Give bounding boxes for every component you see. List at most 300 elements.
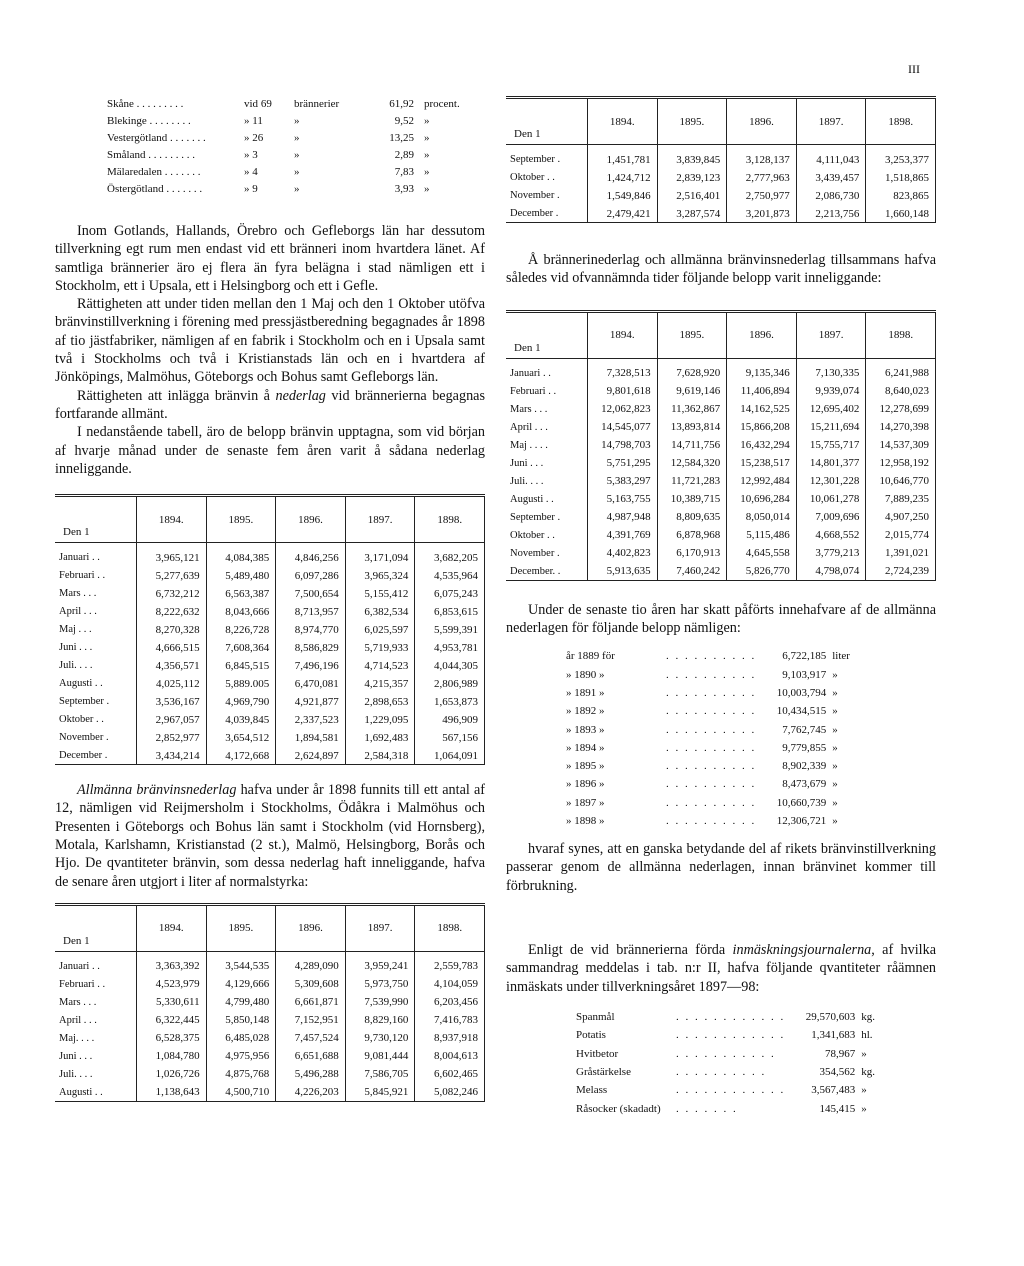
table-cell: 2,777,963 [727,168,797,186]
list-dots: . . . . . . . . . . [666,778,757,791]
list-label: » 1897 » [566,796,605,809]
table-row [506,454,936,472]
table-cell: 6,485,028 [206,1029,276,1047]
list-row [576,1045,901,1063]
paragraph-tabell-intro: I nedanstående tabell, äro de belopp bränvin upptagna, som vid början af hvarje månad under de senaste fem åren varit å sådana nederlag inneliggande. [55,424,485,477]
list-label: Hvitbetor [576,1047,619,1060]
table-cell: 4,645,558 [727,544,797,562]
list-unit: » [832,686,838,699]
table-cell: 5,309,608 [276,975,346,993]
table-cell: 12,992,484 [727,472,797,490]
table-cell: 2,086,730 [796,186,866,204]
list-dots: . . . . . . . . . . [666,668,757,681]
table-cell: 1,026,726 [137,1065,207,1083]
table-row [55,656,485,674]
list-value: 354,562 [819,1065,856,1078]
tax-list [566,647,872,830]
row-label: Februari . . [506,382,588,400]
table-row [55,975,485,993]
column-header-year: 1898. [866,311,936,358]
table-cell: 4,356,571 [137,656,207,674]
row-label: November . [55,728,137,746]
row-label: Februari . . [55,566,137,584]
table-row [55,746,485,765]
list-unit: » [832,815,838,827]
table-cell: 3,363,392 [137,951,207,975]
table-cell: 14,270,398 [866,418,936,436]
region-count-cell [244,183,292,198]
region-prefix: » [244,166,250,178]
header-row [55,904,485,951]
table-cell: 15,211,694 [796,418,866,436]
list-value: 10,660,739 [776,796,827,809]
table-cell: 6,025,597 [345,620,415,638]
list-label: Potatis [576,1029,606,1042]
table-row [55,620,485,638]
paragraph-hvaraf: hvaraf synes, att en ganska betydande del af rikets bränvinstillverkning passerar genom de allmänna nederlagen, innan bränvinet kommer till förbrukning. [506,841,936,894]
row-label: Juni . . . [506,454,588,472]
region-percent: 9,52 [394,115,414,127]
region-prefix: vid [244,98,259,110]
column-header-year: 1894. [588,98,658,145]
column-header-year: 1898. [866,98,936,145]
row-label: Mars . . . [55,584,137,602]
region-word: brännerier [294,98,340,110]
list-unit: kg. [861,1065,875,1078]
table-row [55,1011,485,1029]
paragraph-allmanna [55,781,485,891]
list-label: år 1889 för [566,650,615,663]
table-cell: 15,238,517 [727,454,797,472]
row-label: Juni . . . [55,638,137,656]
list-value: 12,306,721 [776,815,827,827]
list-value: 78,967 [825,1047,856,1060]
table-cell: 2,750,977 [727,186,797,204]
list-dots: . . . . . . . . . . [666,760,757,773]
row-label: December. . [506,562,588,581]
table-cell: 3,544,535 [206,951,276,975]
region-prefix: » [244,115,250,127]
table-cell: 7,628,920 [657,358,727,382]
row-label: Januari . . [55,951,137,975]
list-row [576,1008,901,1026]
table-row [506,436,936,454]
table-tillsammans-wrap [506,310,936,581]
list-dots: . . . . . . . . . . [666,796,757,809]
table-cell: 4,969,790 [206,692,276,710]
row-label: September . [506,145,588,169]
table-cell: 7,500,654 [276,584,346,602]
table-cell: 3,287,574 [657,204,727,223]
table-cell: 4,104,059 [415,975,485,993]
row-label: Oktober . . [506,526,588,544]
table-row [55,584,485,602]
region-row [107,183,460,198]
table-cell: 1,518,865 [866,168,936,186]
list-unit: kg. [861,1011,875,1024]
region-word: » [294,183,300,195]
table-head [506,98,936,145]
column-header-year: 1897. [796,311,866,358]
table-cell: 1,138,643 [137,1083,207,1102]
list-row [566,757,872,775]
nederlag-text-c: vid brännerierna begagnas fortfarande allmänt. [55,387,485,422]
region-row [107,166,460,181]
table-brannerinederlag-wrap [55,494,485,765]
column-header-year: 1896. [727,98,797,145]
row-label: Maj . . . [55,620,137,638]
region-percent: 7,83 [394,166,414,178]
region-percent: 13,25 [389,132,414,144]
table-cell: 10,696,284 [727,490,797,508]
list-value: 9,779,855 [782,741,827,754]
list-row [576,1081,901,1099]
list-unit: » [832,705,838,718]
row-label: April . . . [506,418,588,436]
table-cell: 13,893,814 [657,418,727,436]
table-cell: 5,826,770 [727,562,797,581]
table-cell: 11,406,894 [727,382,797,400]
list-row [576,1026,901,1044]
table-cell: 6,382,534 [345,602,415,620]
table-cell: 823,865 [866,186,936,204]
table-cell: 5,383,297 [588,472,658,490]
region-row [107,149,460,164]
table-cell: 2,852,977 [137,728,207,746]
list-dots: . . . . . . . . . . . . [676,1011,786,1024]
table-cell: 4,025,112 [137,674,207,692]
row-label: December . [506,204,588,223]
column-header-label: Den 1 [506,311,588,358]
table-cell: 2,898,653 [345,692,415,710]
table-cell: 1,692,483 [345,728,415,746]
table-cell: 1,064,091 [415,746,485,765]
row-label: November . [506,186,588,204]
list-unit: » [861,1047,867,1060]
table-cell: 6,470,081 [276,674,346,692]
region-word: » [294,115,300,127]
table-cell: 14,545,077 [588,418,658,436]
paragraph-gotland: Inom Gotlands, Hallands, Örebro och Gefleborgs län har dessutom tillverkning egt rum men endast vid ett bränneri inom hvartdera länet. Af samtliga brännerier äro ej flera än fyra belägna i stad nämligen ett i Stockholm, ett i Upsala, ett i Helsingborg och ett i Gefle. [55,223,485,294]
region-name: Skåne . . . . . . . . . [107,98,184,110]
table-cell: 4,987,948 [588,508,658,526]
table-cell: 7,416,783 [415,1011,485,1029]
table-cell: 5,719,933 [345,638,415,656]
table-cell: 2,337,523 [276,710,346,728]
table-cell: 7,460,242 [657,562,727,581]
table-cell: 14,711,756 [657,436,727,454]
table-cell: 2,624,897 [276,746,346,765]
table-row [506,400,936,418]
list-dots: . . . . . . . . . . [666,723,757,736]
column-header-year: 1894. [588,311,658,358]
table-cell: 2,839,123 [657,168,727,186]
table-cell: 4,039,845 [206,710,276,728]
list-label: Råsocker (skadadt) [576,1102,661,1115]
table-cell: 10,646,770 [866,472,936,490]
table-cell: 7,496,196 [276,656,346,674]
table-cell: 6,845,515 [206,656,276,674]
allmanna-text: hafva under år 1898 funnits till ett antal af 12, nämligen vid Reijmersholm i Stockholms, Ödåkra i Malmöhus och Presenten i Göteborgs och Bohus län samt i Stockholm (vid Hornsberg), Motala, Karlshamn, Kristianstad (2 st.), Malmö, Helsingborg, Borås och Hjo. De qvantiteter bränvin, som dessa nederlag haft inneliggande, hafva de senare åren utgjort i liter af normalstyrka: [55,782,485,890]
region-unit: » [424,183,430,195]
row-label: Oktober . . [506,168,588,186]
row-label: Juli. . . . [55,656,137,674]
table-row [506,382,936,400]
table-cell: 4,402,823 [588,544,658,562]
region-unit: » [424,166,430,178]
table-body [55,951,485,1101]
table-cell: 8,713,957 [276,602,346,620]
table-cell: 8,270,328 [137,620,207,638]
region-name: Östergötland . . . . . . . [107,183,203,195]
table-cell: 8,222,632 [137,602,207,620]
row-label: Augusti . . [55,1083,137,1102]
right-column [506,96,936,1118]
table-head [55,904,485,951]
table-cell: 9,801,618 [588,382,658,400]
table-cell: 7,608,364 [206,638,276,656]
table-cell: 4,953,781 [415,638,485,656]
table-cell: 4,798,074 [796,562,866,581]
page-number: III [908,62,920,76]
column-header-year: 1895. [657,311,727,358]
region-unit: » [424,132,430,144]
list-unit: liter [832,650,850,663]
table-cell: 5,489,480 [206,566,276,584]
table-row [506,562,936,581]
table-body [506,145,936,223]
table-cell: 6,732,212 [137,584,207,602]
table-cell: 14,162,525 [727,400,797,418]
list-unit: » [832,796,838,809]
table-cell: 4,714,523 [345,656,415,674]
table-cell: 8,809,635 [657,508,727,526]
region-row [107,98,460,113]
row-label: September . [55,692,137,710]
table-row [55,1065,485,1083]
region-name: Blekinge . . . . . . . . [107,115,191,127]
paragraph-enligt [506,941,936,996]
list-label: » 1895 » [566,760,605,773]
table-cell: 7,328,513 [588,358,658,382]
table-cell: 5,850,148 [206,1011,276,1029]
table-cell: 6,203,456 [415,993,485,1011]
paragraph-nederlag [55,387,485,424]
table-cell: 1,229,095 [345,710,415,728]
column-header-year: 1895. [206,904,276,951]
region-word: » [294,149,300,161]
region-count-cell [244,166,292,181]
table-cell: 7,009,696 [796,508,866,526]
row-label: November . [506,544,588,562]
list-value: 3,567,483 [811,1084,856,1097]
list-row [576,1063,901,1081]
table-cell: 2,967,057 [137,710,207,728]
table-cell: 2,479,421 [588,204,658,223]
table-cell: 1,660,148 [866,204,936,223]
table-cell: 12,062,823 [588,400,658,418]
column-header-label: Den 1 [55,496,137,543]
table-cell: 4,044,305 [415,656,485,674]
list-dots: . . . . . . . . . . [666,815,757,827]
table-cell: 4,084,385 [206,543,276,567]
table-row [55,638,485,656]
column-header-year: 1894. [137,496,207,543]
list-row [566,720,872,738]
header-row [55,496,485,543]
table-cell: 6,878,968 [657,526,727,544]
table-cell: 9,135,346 [727,358,797,382]
paragraph-tillsammans: Å brännerinederlag och allmänna bränvinsnederlag tillsammans hafva således vid ofvannämnda tider följande belopp varit inneliggande: [506,252,936,287]
table-cell: 16,432,294 [727,436,797,454]
table-cell: 5,973,750 [345,975,415,993]
region-table [105,96,462,200]
table-cell: 8,004,613 [415,1047,485,1065]
region-percent: 2,89 [394,149,414,161]
list-label: » 1896 » [566,778,605,791]
table-cell: 12,278,699 [866,400,936,418]
table-row [506,472,936,490]
table-cell: 5,913,635 [588,562,658,581]
table-cell: 5,115,486 [727,526,797,544]
row-label: Januari . . [506,358,588,382]
region-row [107,115,460,130]
list-label: Spanmål [576,1011,615,1024]
column-header-year: 1896. [276,904,346,951]
table-row [506,418,936,436]
table-cell: 4,799,480 [206,993,276,1011]
table-cell: 10,389,715 [657,490,727,508]
column-header-year: 1897. [345,904,415,951]
table-cell: 7,130,335 [796,358,866,382]
list-value: 9,103,917 [782,668,827,681]
table-cell: 3,253,377 [866,145,936,169]
table-cell: 14,798,703 [588,436,658,454]
table-cell: 15,755,717 [796,436,866,454]
table-row [55,993,485,1011]
list-label: Gråstärkelse [576,1065,631,1078]
region-count-cell [244,115,292,130]
table-cell: 1,894,581 [276,728,346,746]
table-row [55,1029,485,1047]
table-cell: 7,539,990 [345,993,415,1011]
column-header-year: 1897. [345,496,415,543]
table-cell: 8,640,023 [866,382,936,400]
row-label: December . [55,746,137,765]
enligt-italic: inmäskningsjournalerna [732,942,872,959]
column-header-year: 1896. [276,496,346,543]
region-count: 4 [252,166,258,178]
table-cell: 11,721,283 [657,472,727,490]
table-cell: 6,602,465 [415,1065,485,1083]
table-body [55,543,485,765]
column-header-year: 1895. [206,496,276,543]
row-label: Oktober . . [55,710,137,728]
list-dots: . . . . . . . . . . [666,741,757,754]
column-header-label: Den 1 [55,904,137,951]
table-cell: 15,866,208 [727,418,797,436]
list-dots: . . . . . . . . . . . . [676,1084,786,1097]
table-cell: 6,528,375 [137,1029,207,1047]
table-cell: 4,500,710 [206,1083,276,1102]
table-row [506,490,936,508]
table-brannerinederlag [55,494,485,765]
region-count: 11 [252,115,263,127]
list-label: » 1894 » [566,741,605,754]
table-row [506,145,936,169]
table-cell: 3,128,137 [727,145,797,169]
table-cell: 3,965,324 [345,566,415,584]
list-label: Melass [576,1084,608,1097]
table-row [55,951,485,975]
list-dots: . . . . . . . . . . [676,1065,767,1078]
row-label: Augusti . . [55,674,137,692]
column-header-year: 1894. [137,904,207,951]
list-unit: » [861,1084,867,1097]
nederlag-italic: nederlag [275,387,326,404]
table-cell: 5,599,391 [415,620,485,638]
table-cell: 1,549,846 [588,186,658,204]
table-cell: 4,975,956 [206,1047,276,1065]
table-row [506,544,936,562]
table-cell: 5,277,639 [137,566,207,584]
table-allmanna [55,903,485,1102]
table-row [55,692,485,710]
table-row [506,526,936,544]
table-row [506,508,936,526]
table-cell: 7,586,705 [345,1065,415,1083]
list-unit: hl. [861,1029,873,1042]
list-value: 8,473,679 [782,778,827,791]
table-cell: 3,434,214 [137,746,207,765]
table-cell: 6,661,871 [276,993,346,1011]
row-label: Januari . . [55,543,137,567]
table-cell: 4,668,552 [796,526,866,544]
table-row [506,204,936,223]
table-cell: 1,084,780 [137,1047,207,1065]
table-cell: 6,075,243 [415,584,485,602]
table-allmanna-cont [506,96,936,223]
table-cell: 7,889,235 [866,490,936,508]
list-dots: . . . . . . . . . . [666,686,757,699]
table-cell: 4,921,877 [276,692,346,710]
list-label: » 1890 » [566,668,605,681]
table-cell: 1,424,712 [588,168,658,186]
table-cell: 3,839,845 [657,145,727,169]
list-dots: . . . . . . . . . . . [676,1047,776,1060]
list-label: » 1892 » [566,705,605,718]
table-cell: 4,846,256 [276,543,346,567]
table-row [55,566,485,584]
region-name: Vestergötland . . . . . . . [107,132,206,144]
region-count-cell [244,98,292,113]
list-value: 29,570,603 [805,1011,856,1024]
table-head [506,311,936,358]
table-cell: 4,666,515 [137,638,207,656]
column-header-year: 1897. [796,98,866,145]
enligt-text-c: , af hvilka sammandrag meddelas i tab. n:r II, hafva följande qvantiteter råämnen inmäskats under tillverkningsåret 1897—98: [506,942,937,995]
table-cell: 4,226,203 [276,1083,346,1102]
table-cell: 8,829,160 [345,1011,415,1029]
nederlag-text-a: Rättigheten att inlägga bränvin å [77,387,276,404]
header-row [506,98,936,145]
table-cell: 1,451,781 [588,145,658,169]
region-count-cell [244,149,292,164]
region-prefix: » [244,132,250,144]
list-row [566,812,872,830]
table-cell: 6,241,988 [866,358,936,382]
table-row [55,543,485,567]
